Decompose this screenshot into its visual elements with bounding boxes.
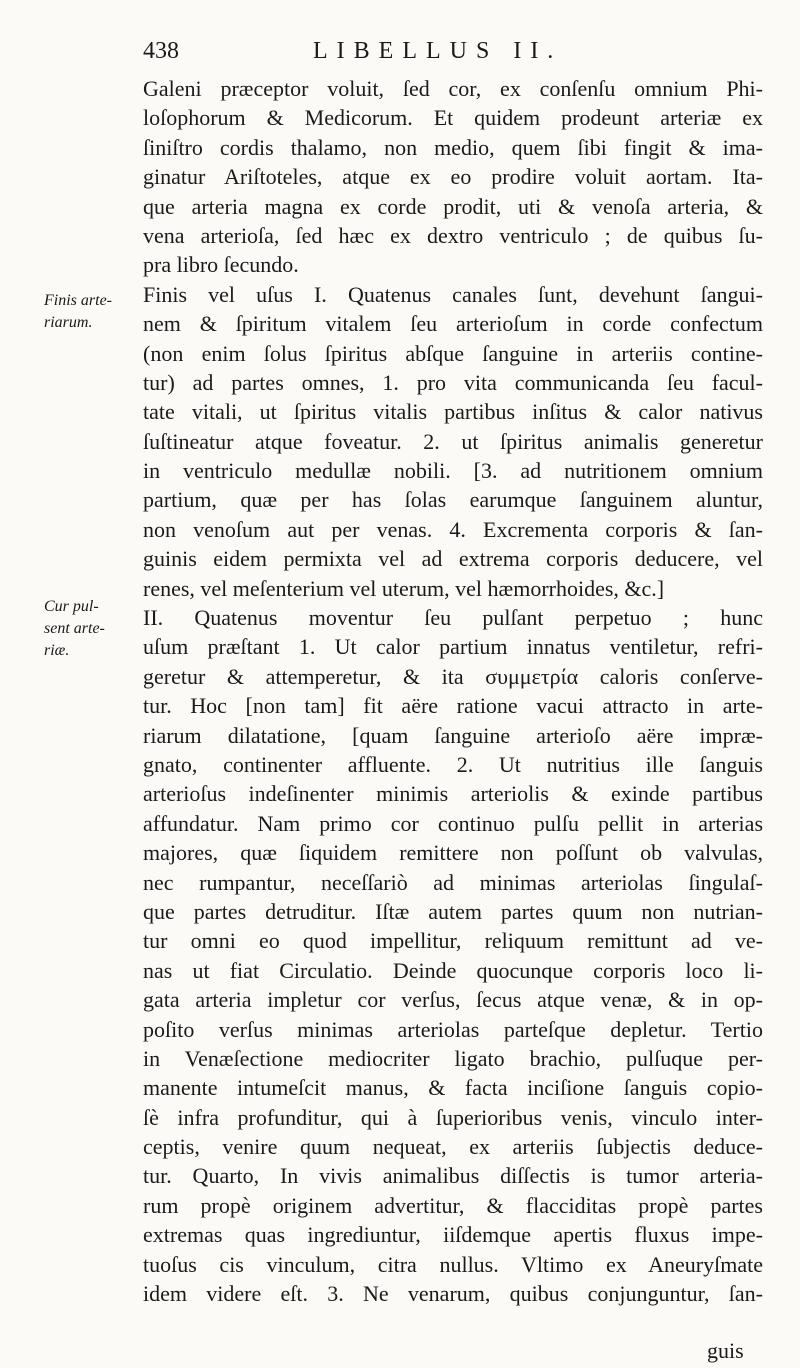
text-line: majores, quæ ſiquidem remittere non poſſunt ob valvulas, [143,840,763,866]
page-header [143,38,763,70]
text-line: in Venæſectione mediocriter ligato brachio, pulſuque per- [143,1045,763,1071]
text-line: rum propè originem advertitur, & flacciditas propè partes [143,1192,763,1218]
text-line: geretur & attemperetur, & ita συμμετρία caloris conſerve- [143,663,763,689]
text-line: affundatur. Nam primo cor continuo pulſu pellit in arterias [143,810,763,836]
text-line: renes, vel meſenterium vel uterum, vel hæmorrhoides, &c.] [143,575,665,601]
text-line: riarum dilatatione, [quam ſanguine arterioſo aëre impræ- [143,722,763,748]
text-line: guinis eidem permixta vel ad extrema corporis deducere, vel [143,546,763,572]
text-line: in ventriculo medullæ nobili. [3. ad nutritionem omnium [143,458,763,484]
text-line: tur) ad partes omnes, 1. pro vita communicanda ſeu facul- [143,369,763,395]
text-line: que arteria magna ex corde prodit, uti & venoſa arteria, & [143,193,763,219]
text-line: vena arterioſa, ſed hæc ex dextro ventriculo ; de quibus ſu- [143,222,763,248]
running-head: LIBELLUS II. [313,38,563,64]
text-line: nec rumpantur, neceſſariò ad minimas arteriolas ſingulaſ- [143,869,763,895]
text-line: loſophorum & Medicorum. Et quidem prodeunt arteriæ ex [143,105,763,131]
text-line: Finis vel uſus I. Quatenus canales ſunt, devehunt ſangui- [143,281,763,307]
text-line: non venoſum aut per venas. 4. Excrementa corporis & ſan- [143,516,763,542]
text-line: II. Quatenus moventur ſeu pulſant perpetuo ; hunc [143,605,763,631]
text-line: extremas quas ingrediuntur, iiſdemque apertis fluxus impe- [143,1222,763,1248]
main-text-block [143,74,763,1308]
text-line: idem videre eſt. 3. Ne venarum, quibus conjunguntur, ſan- [143,1281,763,1307]
text-line: poſito verſus minimas arteriolas parteſque depletur. Tertio [143,1016,763,1042]
margin-note-cur-pulsent-arteriae: Cur pul- sent arte- riæ. [44,598,105,659]
text-line: tur. Hoc [non tam] fit aëre ratione vacui attracto in arte- [143,693,763,719]
page-number: 438 [143,38,179,64]
text-line: gata arteria impletur cor verſus, ſecus atque venæ, & in op- [143,987,763,1013]
text-line: ſuſtineatur atque foveatur. 2. ut ſpiritus animalis generetur [143,428,763,454]
text-line: partium, quæ per has ſolas earumque ſanguinem aluntur, [143,487,763,513]
text-line: tate vitali, ut ſpiritus vitalis partibus inſitus & calor nativus [143,399,763,425]
text-line: tur. Quarto, In vivis animalibus diſſectis is tumor arteria- [143,1163,763,1189]
margin-note-finis-arteriarum: Finis arte- riarum. [44,292,112,331]
text-line: uſum præſtant 1. Ut calor partium innatus ventiletur, refri- [143,634,763,660]
text-line: tuoſus cis vinculum, citra nullus. Vltimo ex Aneuryſmate [143,1251,763,1277]
text-line: ginatur Ariſtoteles, atque ex eo prodire voluit aortam. Ita- [143,164,763,190]
text-line: arterioſus indeſinenter minimis arteriolis & exinde partibus [143,781,763,807]
text-line: ſiniſtro cordis thalamo, non medio, quem ſibi fingit & ima- [143,134,763,160]
text-line: (non enim ſolus ſpiritus abſque ſanguine in arteriis contine- [143,340,763,366]
text-line: gnato, continenter affluente. 2. Ut nutritius ille ſanguis [143,751,763,777]
text-line: tur omni eo quod impellitur, reliquum remittunt ad ve- [143,928,763,954]
text-line: manente intumeſcit manus, & facta inciſione ſanguis copio- [143,1075,763,1101]
text-line: que partes detruditur. Iſtæ autem partes quum non nutrian- [143,898,763,924]
text-line: pra libro ſecundo. [143,252,299,278]
text-line: ſè infra profunditur, qui à ſuperioribus venis, vinculo inter- [143,1104,763,1130]
text-line: ceptis, venire quum nequeat, ex arteriis ſubjectis deduce- [143,1134,763,1160]
text-line: nem & ſpiritum vitalem ſeu arterioſum in corde confectum [143,311,763,337]
catchword: guis [707,1338,744,1363]
text-line: nas ut fiat Circulatio. Deinde quocunque corporis loco li- [143,957,763,983]
text-line: Galeni præceptor voluit, ſed cor, ex conſenſu omnium Phi- [143,76,763,101]
